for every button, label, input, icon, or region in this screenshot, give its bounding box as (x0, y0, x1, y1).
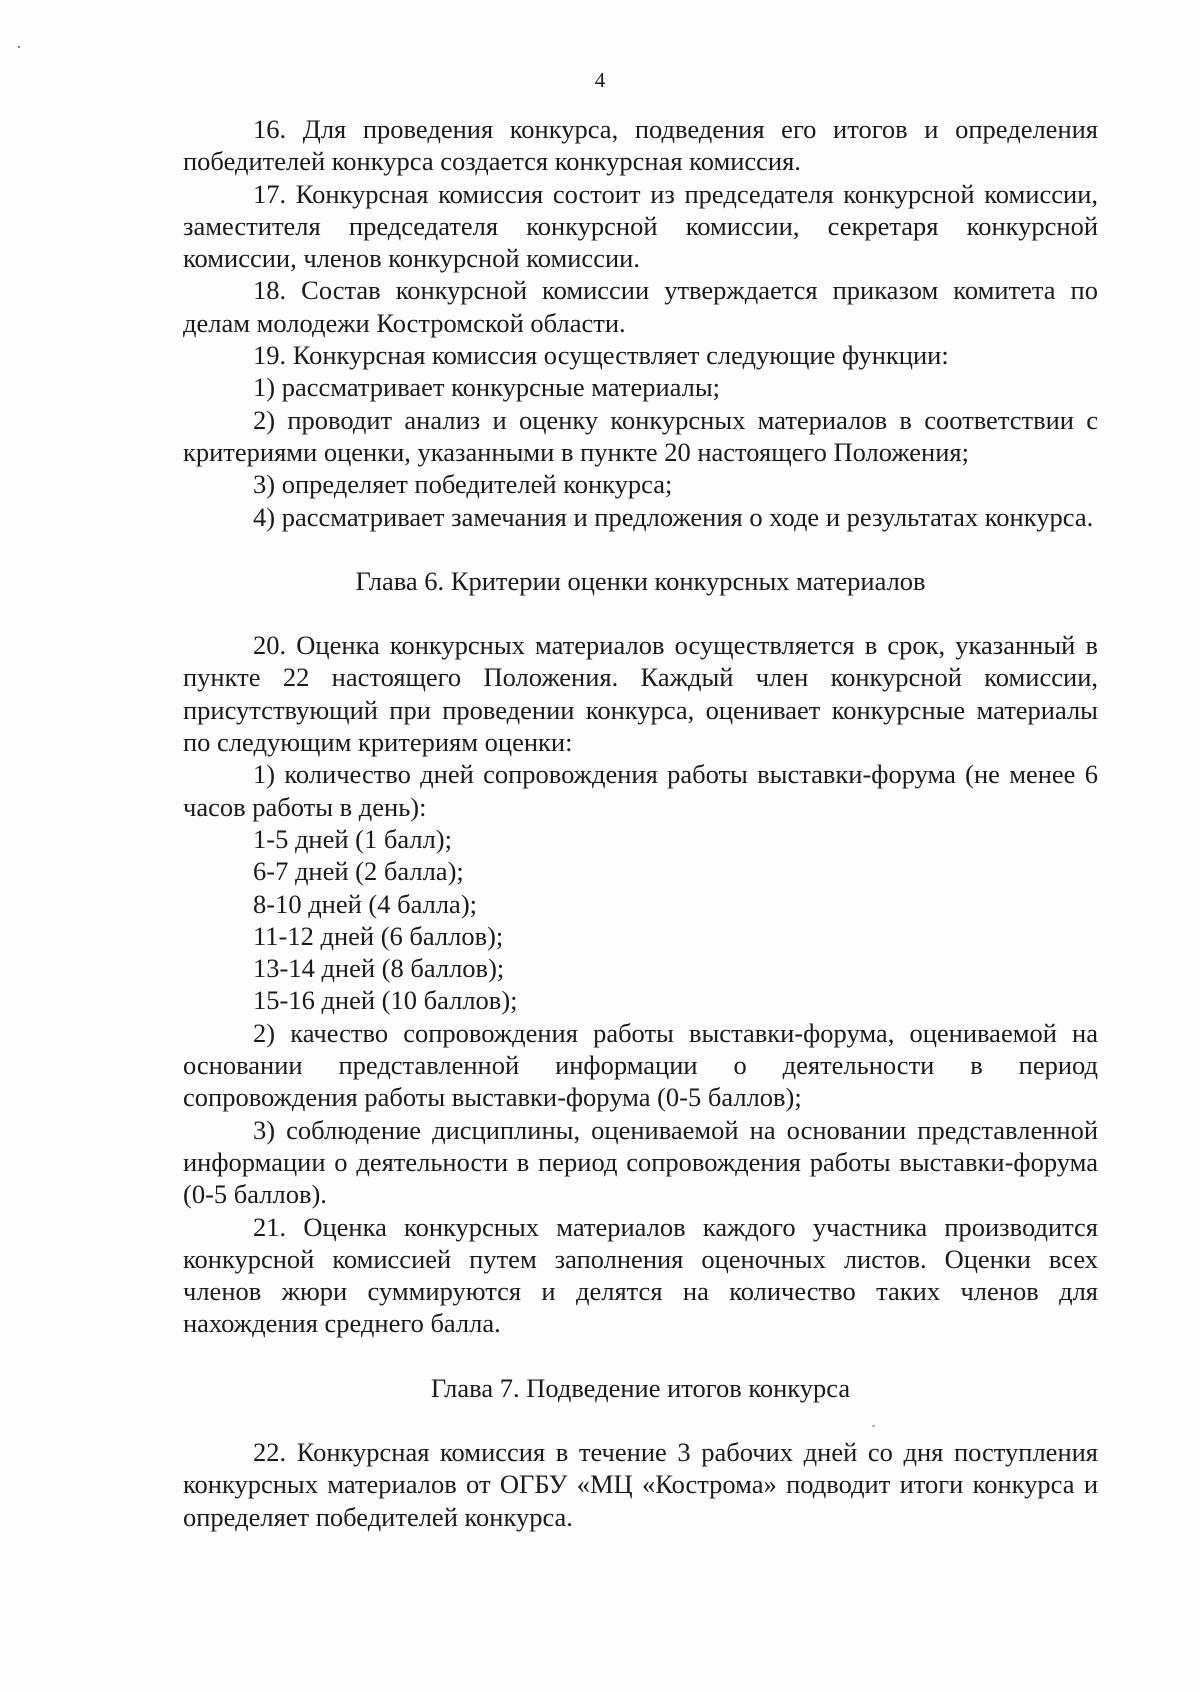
paragraph-18: 18. Состав конкурсной комиссии утверждается приказом комитета по делам молодежи Костромской области. (183, 275, 1098, 338)
criterion-1-option-3: 8-10 дней (4 балла); (253, 888, 478, 919)
list-item-19-2: 2) проводит анализ и оценку конкурсных материалов в соответствии с критериями оценки, указанными в пункте 20 настоящего Положения; (183, 404, 1098, 467)
document-body (183, 113, 1098, 1533)
page-number: 4 (594, 68, 606, 92)
criterion-1-option-5: 13-14 дней (8 баллов); (253, 953, 505, 984)
chapter-6-heading: Глава 6. Критерии оценки конкурсных материалов (355, 565, 926, 596)
paragraph-22: 22. Конкурсная комиссия в течение 3 рабочих дней со дня поступления конкурсных материалов от ОГБУ «МЦ «Кострома» подводит итоги конкурса и определяет победителей конкурса. (183, 1436, 1098, 1532)
criterion-1-option-6: 15-16 дней (10 баллов); (253, 985, 518, 1016)
paragraph-21: 21. Оценка конкурсных материалов каждого участника производится конкурсной комиссией путем заполнения оценочных листов. Оценки всех членов жюри суммируются и делятся на количество таких членов для нахождения среднего балла. (183, 1211, 1098, 1339)
criterion-1-option-2: 6-7 дней (2 балла); (253, 856, 464, 887)
list-item-19-1: 1) рассматривает конкурсные материалы; (253, 372, 721, 403)
criterion-1-option-1: 1-5 дней (1 балл); (253, 823, 452, 854)
criterion-3: 3) соблюдение дисциплины, оцениваемой на основании представленной информации о деятельности в период сопровождения работы выставки-форума (0-5 баллов). (183, 1114, 1098, 1210)
paragraph-20: 20. Оценка конкурсных материалов осуществляется в срок, указанный в пункте 22 настоящего Положения. Каждый член конкурсной комиссии, присутствующий при проведении конкурса, оценивает конкурсные материалы по следующим критериям оценки: (183, 630, 1098, 758)
criterion-1: 1) количество дней сопровождения работы выставки-форума (не менее 6 часов работы в день): (183, 759, 1098, 822)
paragraph-19: 19. Конкурсная комиссия осуществляет следующие функции: (253, 340, 949, 371)
paragraph-16: 16. Для проведения конкурса, подведения его итогов и определения победителей конкурса создается конкурсная комиссия. (183, 114, 1098, 177)
scan-speck (18, 46, 20, 48)
paragraph-17: 17. Конкурсная комиссия состоит из председателя конкурсной комиссии, заместителя председателя конкурсной комиссии, секретаря конкурсной комиссии, членов конкурсной комиссии. (183, 178, 1098, 274)
list-item-19-4: 4) рассматривает замечания и предложения о ходе и результатах конкурса. (253, 501, 1094, 532)
list-item-19-3: 3) определяет победителей конкурса; (253, 469, 673, 500)
criterion-1-option-4: 11-12 дней (6 баллов); (253, 920, 504, 951)
chapter-7-heading: Глава 7. Подведение итогов конкурса (430, 1372, 851, 1403)
criterion-2: 2) качество сопровождения работы выставки-форума, оцениваемой на основании представленной информации о деятельности в период сопровождения работы выставки-форума (0-5 баллов); (183, 1017, 1098, 1113)
scan-speck (872, 1425, 875, 1427)
